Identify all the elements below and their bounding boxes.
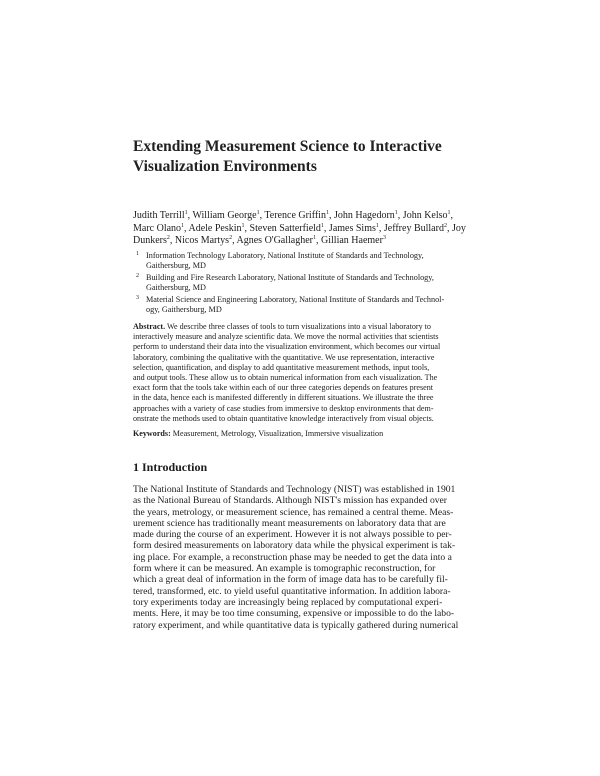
abstract-line: perform to understand their data into the visualization environment, which becomes our virtual: [133, 342, 441, 352]
abstract-line: and output tools. These allow us to obtain numerical information from each visualization. The: [133, 373, 438, 383]
author-name: , Nicos Martys: [169, 235, 230, 247]
author-list: [133, 210, 473, 248]
affiliation-marker: 1: [320, 222, 324, 229]
author-line: [133, 223, 473, 236]
affiliation-number: 3: [136, 294, 139, 301]
title-line: Visualization Environments: [133, 158, 317, 175]
affiliation-marker: 1: [184, 210, 188, 216]
body-line: made during the course of an experiment. However it is not always possible to per-: [133, 529, 452, 541]
author-name: , John Hagedorn: [328, 210, 395, 221]
body-line: ratory experiment, and while quantitative data is typically gathered during numerical: [133, 619, 459, 631]
author-name: Marc Olano: [133, 222, 182, 234]
affiliation-line: Building and Fire Research Laboratory, National Institute of Standards and Technology,: [146, 272, 434, 282]
affiliation-item: [133, 295, 478, 316]
body-line: form desired measurements on laboratory data while the physical experiment is tak-: [133, 540, 456, 552]
affiliation-marker: 1: [394, 210, 398, 216]
author-name: , Joy: [446, 222, 466, 234]
body-line: which a great deal of information in the form of image data has to be carefully fil-: [133, 574, 448, 586]
affiliation-item: [133, 251, 478, 272]
affiliation-marker: 2: [443, 222, 447, 229]
abstract-line: interactively measure and analyze scientific data. We move the normal activities that scientists: [133, 332, 439, 342]
body-line: urement science has traditionally meant measurements on laboratory data that are: [133, 517, 446, 529]
author-name: Dunkers: [133, 235, 167, 247]
title-line: Extending Measurement Science to Interactive: [133, 138, 442, 155]
body-line: ing place. For example, a reconstruction phase may be needed to get the data into a: [133, 551, 452, 563]
author-name: , Adele Peskin: [184, 222, 242, 234]
abstract-line: [133, 322, 478, 332]
abstract-line: in the data, hence each is manifested differently in different situations. We illustrate the three: [133, 393, 434, 403]
author-name: , Gillian Haemer: [316, 235, 383, 247]
affiliation-marker: 1: [447, 210, 451, 216]
affiliation-marker: 1: [325, 210, 329, 216]
paper-title: [133, 137, 473, 177]
abstract-line: approaches with a variety of case studies from immersive to desktop environments that dem-: [133, 403, 434, 413]
keywords: [133, 429, 478, 439]
author-name: , John Kelso: [397, 210, 448, 221]
section-heading: 1 Introduction: [133, 460, 208, 474]
abstract-line: onstrate the methods used to obtain quantitative knowledge interactively from visual objects.: [133, 413, 434, 423]
author-name: , Agnes O'Gallagher: [232, 235, 314, 247]
affiliation-item: [133, 273, 478, 294]
body-line: tered, transformed, etc. to yield useful quantitative information. In addition labora-: [133, 585, 451, 597]
affiliation-line: Material Science and Engineering Laboratory, National Institute of Standards and Technol-: [146, 294, 445, 304]
affiliation-marker: 1: [241, 222, 245, 229]
affiliation-line: Gaithersburg, MD: [146, 283, 206, 293]
keywords-label: Keywords:: [133, 429, 171, 438]
affiliation-marker: 1: [256, 210, 260, 216]
section-body: [133, 484, 478, 631]
affiliation-marker: 1: [375, 222, 379, 229]
abstract-line: selection, quantification, and display to add quantitative measurement methods, input tools,: [133, 362, 430, 372]
keywords-text: Measurement, Metrology, Visualization, Immersive visualization: [170, 429, 384, 438]
author-line: [133, 235, 473, 248]
abstract: [133, 322, 478, 424]
author-name: , Jeffrey Bullard: [378, 222, 444, 234]
affiliation-line: ogy, Gaithersburg, MD: [146, 305, 222, 315]
affiliation-number: 2: [136, 272, 139, 279]
affiliation-marker: 1: [313, 235, 317, 242]
body-line: ments. Here, it may be too time consuming, expensive or impossible to do the labo-: [133, 608, 455, 620]
affiliation-marker: 1: [181, 222, 185, 229]
body-line: form where it can be measured. An example is tomographic reconstruction, for: [133, 563, 436, 575]
body-line: the years, metrology, or measurement science, has remained a central theme. Meas-: [133, 506, 454, 518]
author-name: , Terence Griffin: [259, 210, 326, 221]
body-line: as the National Bureau of Standards. Although NIST's mission has expanded over: [133, 495, 448, 507]
abstract-label: Abstract.: [133, 322, 166, 331]
affiliation-number: 1: [136, 251, 139, 257]
affiliation-line: Information Technology Laboratory, National Institute of Standards and Technology,: [146, 251, 424, 260]
abstract-text: We describe three classes of tools to turn visualizations into a visual laboratory to: [165, 322, 431, 331]
affiliation-marker: 3: [382, 235, 386, 242]
author-name: , James Sims: [323, 222, 376, 234]
author-separator: ,: [450, 210, 454, 221]
affiliation-marker: 2: [166, 235, 170, 242]
author-name: , William George: [187, 210, 257, 221]
author-name: Judith Terrill: [133, 210, 185, 221]
affiliation-marker: 2: [229, 235, 233, 242]
abstract-line: laboratory, combining the qualitative with the quantitative. We use representation, interactive: [133, 352, 435, 362]
affiliation-line: Gaithersburg, MD: [146, 261, 206, 271]
author-name: , Steven Satterfield: [244, 222, 321, 234]
abstract-line: exact form that the tools take within each of our three categories depends on features present: [133, 383, 434, 393]
body-line: tory experiments today are increasingly being replaced by computational experi-: [133, 596, 443, 608]
author-line: [133, 210, 473, 223]
body-line: The National Institute of Standards and Technology (NIST) was established in 1901: [133, 484, 456, 495]
affiliation-list: [133, 251, 478, 316]
